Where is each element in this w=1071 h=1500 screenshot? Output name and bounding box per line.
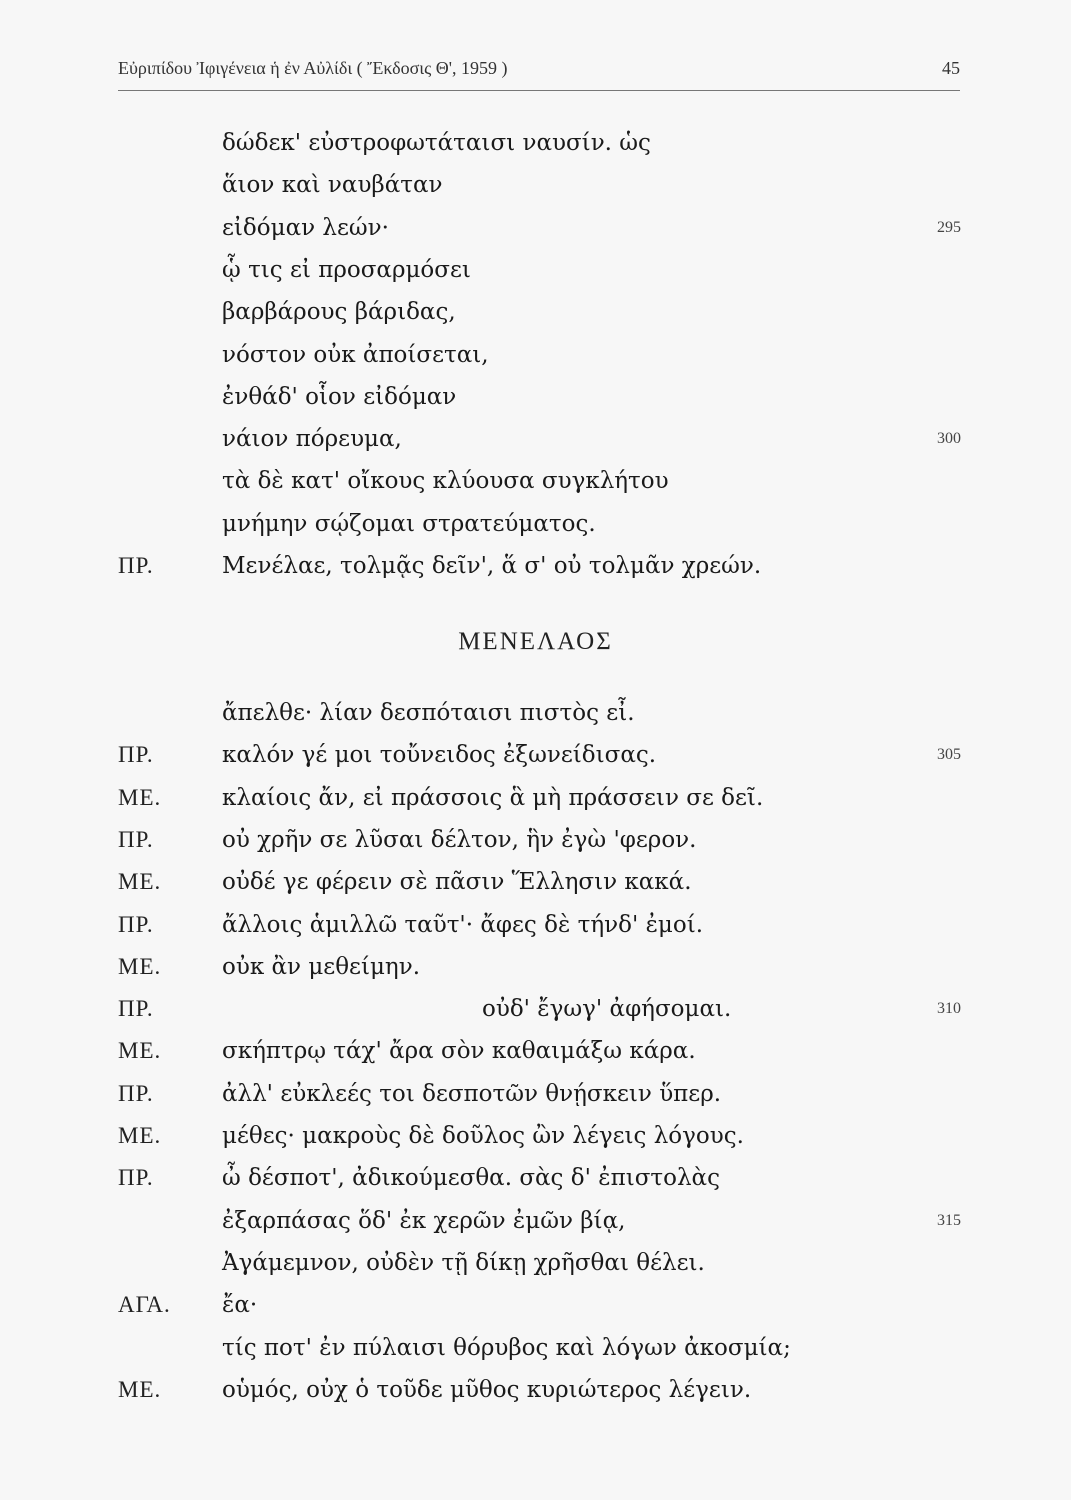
verse-text: ὦ δέσποτ', ἀδικούμεσθα. σὰς δ' ἐπιστολὰς bbox=[222, 1165, 720, 1192]
verse-text: ἐξαρπάσας ὅδ' ἐκ χερῶν ἐμῶν βίᾳ, bbox=[222, 1207, 626, 1234]
speaker-label: ΜΕ. bbox=[118, 1038, 162, 1064]
line-number: 295 bbox=[937, 218, 961, 236]
verse-line bbox=[0, 1123, 1071, 1163]
speaker-label: ΠΡ. bbox=[118, 553, 154, 578]
line-number: 305 bbox=[937, 746, 961, 764]
verse-text: καλόν γέ μοι τοὔνειδος ἐξωνείδισας. bbox=[222, 742, 657, 769]
verse-line bbox=[0, 1335, 1071, 1375]
speaker-label: ΠΡ. bbox=[118, 996, 154, 1022]
speaker-label: ΑΓΑ. bbox=[118, 1292, 171, 1318]
verse-line bbox=[0, 869, 1071, 909]
verse-text: νόστον οὐκ ἀποίσεται, bbox=[222, 341, 489, 368]
verse-line bbox=[0, 257, 1071, 297]
verse-line bbox=[0, 130, 1071, 170]
verse-line bbox=[0, 827, 1071, 867]
line-number: 300 bbox=[937, 430, 961, 448]
verse-line bbox=[0, 1377, 1071, 1417]
verse-text: δώδεκ' εὐστροφωτάταισι ναυσίν. ὡς bbox=[222, 130, 651, 156]
verse-text: μέθες· μακροὺς δὲ δοῦλος ὢν λέγεις λόγους. bbox=[222, 1123, 744, 1149]
verse-line bbox=[0, 468, 1071, 508]
running-title: Εὐριπίδου Ἰφιγένεια ἡ ἐν Αὐλίδι ( Ἔκδοσις Θ', 1959 ) bbox=[118, 58, 508, 78]
speaker-label: ΠΡ. bbox=[118, 742, 154, 768]
verse-text: σκήπτρῳ τάχ' ἄρα σὸν καθαιμάξω κάρα. bbox=[222, 1038, 696, 1065]
header-rule bbox=[118, 90, 960, 91]
verse-text: ἔα· bbox=[222, 1292, 258, 1319]
speaker-label: ΠΡ. bbox=[118, 1080, 154, 1106]
line-number: 310 bbox=[937, 1000, 961, 1018]
verse-line bbox=[0, 1081, 1071, 1121]
speaker-label: ΠΡ. bbox=[118, 826, 154, 852]
verse-text: οὐκ ἂν μεθείμην. bbox=[222, 953, 421, 980]
verse-text: οὑμός, οὐχ ὁ τοῦδε μῦθος κυριώτερος λέγειν. bbox=[222, 1376, 752, 1403]
speaker-label: ΜΕ. bbox=[118, 953, 162, 979]
verse-line bbox=[0, 912, 1071, 952]
verse-line bbox=[0, 1038, 1071, 1078]
verse-text: ἄπελθε· λίαν δεσπόταισι πιστὸς εἶ. bbox=[222, 700, 635, 726]
speaker-label: ΜΕ. bbox=[118, 784, 162, 810]
verse-text: Μενέλαε, τολμᾷς δεῖν', ἅ σ' οὐ τολμᾶν χρεών. bbox=[222, 553, 762, 579]
verse-line bbox=[0, 553, 1071, 593]
verse-line bbox=[0, 1208, 1071, 1248]
verse-line bbox=[0, 299, 1071, 339]
line-number: 315 bbox=[937, 1211, 961, 1229]
verse-line bbox=[0, 996, 1071, 1036]
speaker-label: ΠΡ. bbox=[118, 1165, 154, 1191]
verse-text: ἀλλ' εὐκλεές τοι δεσποτῶν θνῄσκειν ὕπερ. bbox=[222, 1080, 722, 1107]
verse-line bbox=[0, 742, 1071, 782]
verse-line bbox=[0, 1165, 1071, 1205]
page-number: 45 bbox=[942, 58, 960, 78]
verse-text: νάιον πόρευμα, bbox=[222, 426, 402, 453]
verse-line bbox=[0, 426, 1071, 466]
verse-line bbox=[0, 384, 1071, 424]
verse-text: Ἀγάμεμνον, οὐδὲν τῇ δίκῃ χρῆσθαι θέλει. bbox=[222, 1249, 705, 1276]
speaker-label: ΜΕ. bbox=[118, 1376, 162, 1402]
verse-line bbox=[0, 215, 1071, 255]
speaker-label: ΜΕ. bbox=[118, 1123, 162, 1148]
verse-line bbox=[0, 954, 1071, 994]
verse-text: κλαίοις ἄν, εἰ πράσσοις ἃ μὴ πράσσειν σε δεῖ. bbox=[222, 784, 764, 811]
verse-text: ἐνθάδ' οἷον εἰδόμαν bbox=[222, 383, 457, 410]
verse-text: ἅιον καὶ ναυβάταν bbox=[222, 172, 443, 199]
verse-line bbox=[0, 1250, 1071, 1290]
character-heading: ΜΕΝΕΛΑΟΣ bbox=[458, 628, 613, 655]
verse-text: οὐδ' ἔγωγ' ἀφήσομαι. bbox=[482, 996, 732, 1023]
speaker-label: ΜΕ. bbox=[118, 869, 162, 895]
verse-text: οὐδέ γε φέρειν σὲ πᾶσιν Ἕλλησιν κακά. bbox=[222, 869, 692, 896]
verse-line bbox=[0, 342, 1071, 382]
verse-line bbox=[0, 172, 1071, 212]
verse-text: εἰδόμαν λεών· bbox=[222, 214, 389, 241]
verse-text: μνήμην σῴζομαι στρατεύματος. bbox=[222, 510, 596, 537]
verse-text: οὐ χρῆν σε λῦσαι δέλτον, ἣν ἐγὼ 'φερον. bbox=[222, 826, 697, 853]
verse-text: βαρβάρους βάριδας, bbox=[222, 299, 456, 326]
verse-text: τίς ποτ' ἐν πύλαισι θόρυβος καὶ λόγων ἀκοσμία; bbox=[222, 1334, 791, 1361]
verse-text: ἄλλοις ἁμιλλῶ ταῦτ'· ἄφες δὲ τήνδ' ἐμοί. bbox=[222, 911, 704, 938]
verse-text: ᾧ τις εἰ προσαρμόσει bbox=[222, 256, 471, 283]
verse-text: τὰ δὲ κατ' οἴκους κλύουσα συγκλήτου bbox=[222, 468, 669, 495]
speaker-label: ΠΡ. bbox=[118, 911, 154, 937]
verse-line bbox=[0, 511, 1071, 551]
verse-line bbox=[0, 1292, 1071, 1332]
running-header bbox=[118, 58, 960, 88]
verse-line bbox=[0, 785, 1071, 825]
verse-line bbox=[0, 700, 1071, 740]
